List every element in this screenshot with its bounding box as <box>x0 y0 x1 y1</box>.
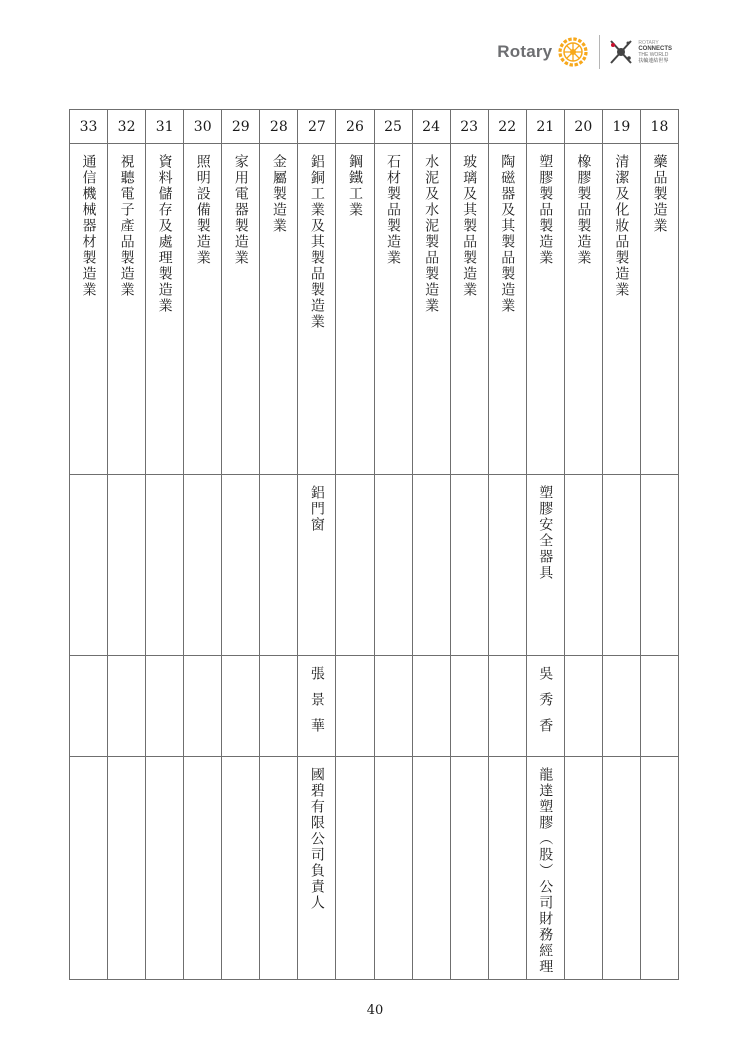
product-cell-text: 塑膠安全器具 <box>537 485 554 581</box>
industry-cell <box>488 144 526 475</box>
product-cell <box>184 475 222 656</box>
industry-cell <box>184 144 222 475</box>
category-number-cell <box>298 110 336 144</box>
member-name-cell <box>526 656 564 757</box>
industry-cell <box>526 144 564 475</box>
category-number-cell-text: 32 <box>117 118 136 135</box>
company-title-cell <box>108 757 146 980</box>
industry-cell-text: 玻璃及其製品製造業 <box>461 154 478 298</box>
company-title-cell-text: 龍達塑膠（股）公司財務經理 <box>537 767 554 975</box>
member-name-cell <box>298 656 336 757</box>
industry-cell-text: 塑膠製品製造業 <box>537 154 554 266</box>
product-cell <box>298 475 336 656</box>
category-number-cell <box>640 110 678 144</box>
rotary-wordmark: Rotary <box>497 42 553 61</box>
category-number-cell <box>602 110 640 144</box>
product-cell <box>602 475 640 656</box>
category-number-cell-text: 28 <box>269 118 288 135</box>
company-title-cell <box>298 757 336 980</box>
header-divider <box>599 35 600 69</box>
member-name-cell <box>602 656 640 757</box>
industry-cell <box>260 144 298 475</box>
industry-cell <box>564 144 602 475</box>
company-title-cell <box>374 757 412 980</box>
product-cell <box>564 475 602 656</box>
product-cell <box>222 475 260 656</box>
member-name-cell <box>222 656 260 757</box>
category-number-cell <box>146 110 184 144</box>
company-title-cell <box>260 757 298 980</box>
member-name-cell <box>146 656 184 757</box>
company-title-cell <box>184 757 222 980</box>
rotary-connects-logo-icon <box>608 37 634 67</box>
industry-cell <box>602 144 640 475</box>
member-name-cell <box>640 656 678 757</box>
industry-cell-text: 水泥及水泥製品製造業 <box>423 154 440 314</box>
company-title-cell <box>222 757 260 980</box>
industry-cell <box>450 144 488 475</box>
category-number-cell <box>526 110 564 144</box>
member-name-cell-text: 張景華 <box>308 666 325 744</box>
category-number-cell-text: 23 <box>460 118 479 135</box>
company-title-cell <box>640 757 678 980</box>
industry-cell-text: 鋁銅工業及其製品製造業 <box>308 154 325 330</box>
company-title-cell <box>488 757 526 980</box>
category-number-cell-text: 26 <box>346 118 364 135</box>
industry-cell-text: 金屬製造業 <box>270 154 287 234</box>
company-title-cell-text: 國碧有限公司負責人 <box>308 767 325 911</box>
member-name-cell <box>336 656 374 757</box>
product-cell-text: 鋁門窗 <box>308 485 325 533</box>
industry-cell-text: 資料儲存及處理製造業 <box>156 154 173 314</box>
industry-cell-text: 石材製品製造業 <box>385 154 402 266</box>
industry-cell <box>374 144 412 475</box>
category-number-cell <box>450 110 488 144</box>
industry-cell-text: 通信機械器材製造業 <box>80 154 97 298</box>
industry-cell-text: 家用電器製造業 <box>232 154 249 266</box>
industry-cell-text: 照明設備製造業 <box>194 154 211 266</box>
category-number-cell-text: 24 <box>422 118 440 135</box>
industry-cell-text: 橡膠製品製造業 <box>575 154 592 266</box>
category-number-cell-text: 21 <box>536 118 555 135</box>
connects-tagline: ROTARY CONNECTS THE WORLD 扶輪連結世界 <box>638 40 672 64</box>
member-name-row <box>70 656 679 757</box>
company-title-cell <box>336 757 374 980</box>
product-cell <box>336 475 374 656</box>
member-industry-table <box>69 109 679 980</box>
product-cell <box>146 475 184 656</box>
category-number-cell <box>564 110 602 144</box>
product-cell <box>70 475 108 656</box>
product-cell <box>374 475 412 656</box>
category-number-cell-text: 31 <box>155 118 174 135</box>
category-number-cell <box>488 110 526 144</box>
member-name-cell <box>184 656 222 757</box>
industry-cell <box>222 144 260 475</box>
category-number-cell-text: 30 <box>193 118 212 135</box>
industry-row <box>70 144 679 475</box>
category-number-cell-text: 29 <box>231 118 250 135</box>
company-title-cell <box>450 757 488 980</box>
product-cell <box>488 475 526 656</box>
industry-cell-text: 清潔及化妝品製造業 <box>613 154 630 298</box>
member-name-cell <box>108 656 146 757</box>
company-title-cell <box>70 757 108 980</box>
member-name-cell <box>488 656 526 757</box>
industry-cell-text: 視聽電子產品製造業 <box>118 154 135 298</box>
category-number-cell <box>184 110 222 144</box>
category-number-row <box>70 110 679 144</box>
company-title-cell <box>412 757 450 980</box>
page-number: 40 <box>366 1003 384 1018</box>
industry-cell-text: 藥品製造業 <box>651 154 668 234</box>
product-cell <box>412 475 450 656</box>
product-cell <box>108 475 146 656</box>
company-title-cell <box>146 757 184 980</box>
member-name-cell <box>70 656 108 757</box>
category-number-cell-text: 19 <box>612 118 631 135</box>
category-number-cell <box>70 110 108 144</box>
company-title-cell <box>564 757 602 980</box>
product-cell <box>526 475 564 656</box>
industry-cell-text: 陶磁器及其製品製造業 <box>499 154 516 314</box>
company-title-cell <box>526 757 564 980</box>
company-title-cell <box>602 757 640 980</box>
category-number-cell-text: 18 <box>650 118 669 135</box>
industry-cell <box>108 144 146 475</box>
category-number-cell-text: 22 <box>498 118 517 135</box>
category-number-cell <box>412 110 450 144</box>
category-number-cell <box>260 110 298 144</box>
category-number-cell-text: 27 <box>307 118 326 135</box>
category-number-cell <box>222 110 260 144</box>
product-cell <box>260 475 298 656</box>
industry-cell <box>298 144 336 475</box>
industry-cell <box>146 144 184 475</box>
category-number-cell-text: 33 <box>79 118 98 135</box>
category-number-cell-text: 20 <box>574 118 593 135</box>
industry-cell-text: 鋼鐵工業 <box>346 154 363 218</box>
industry-cell <box>412 144 450 475</box>
category-number-cell-text: 25 <box>384 118 402 135</box>
member-name-cell <box>374 656 412 757</box>
product-cell <box>450 475 488 656</box>
industry-cell <box>70 144 108 475</box>
product-row <box>70 475 679 656</box>
member-name-cell-text: 吳秀香 <box>537 666 554 744</box>
member-name-cell <box>412 656 450 757</box>
member-name-cell <box>564 656 602 757</box>
industry-cell <box>336 144 374 475</box>
member-name-cell <box>260 656 298 757</box>
member-name-cell <box>450 656 488 757</box>
industry-cell <box>640 144 678 475</box>
rotary-wheel-icon <box>557 36 589 68</box>
category-number-cell <box>374 110 412 144</box>
page-header <box>497 30 672 74</box>
category-number-cell <box>108 110 146 144</box>
category-number-cell <box>336 110 374 144</box>
company-title-row <box>70 757 679 980</box>
product-cell <box>640 475 678 656</box>
